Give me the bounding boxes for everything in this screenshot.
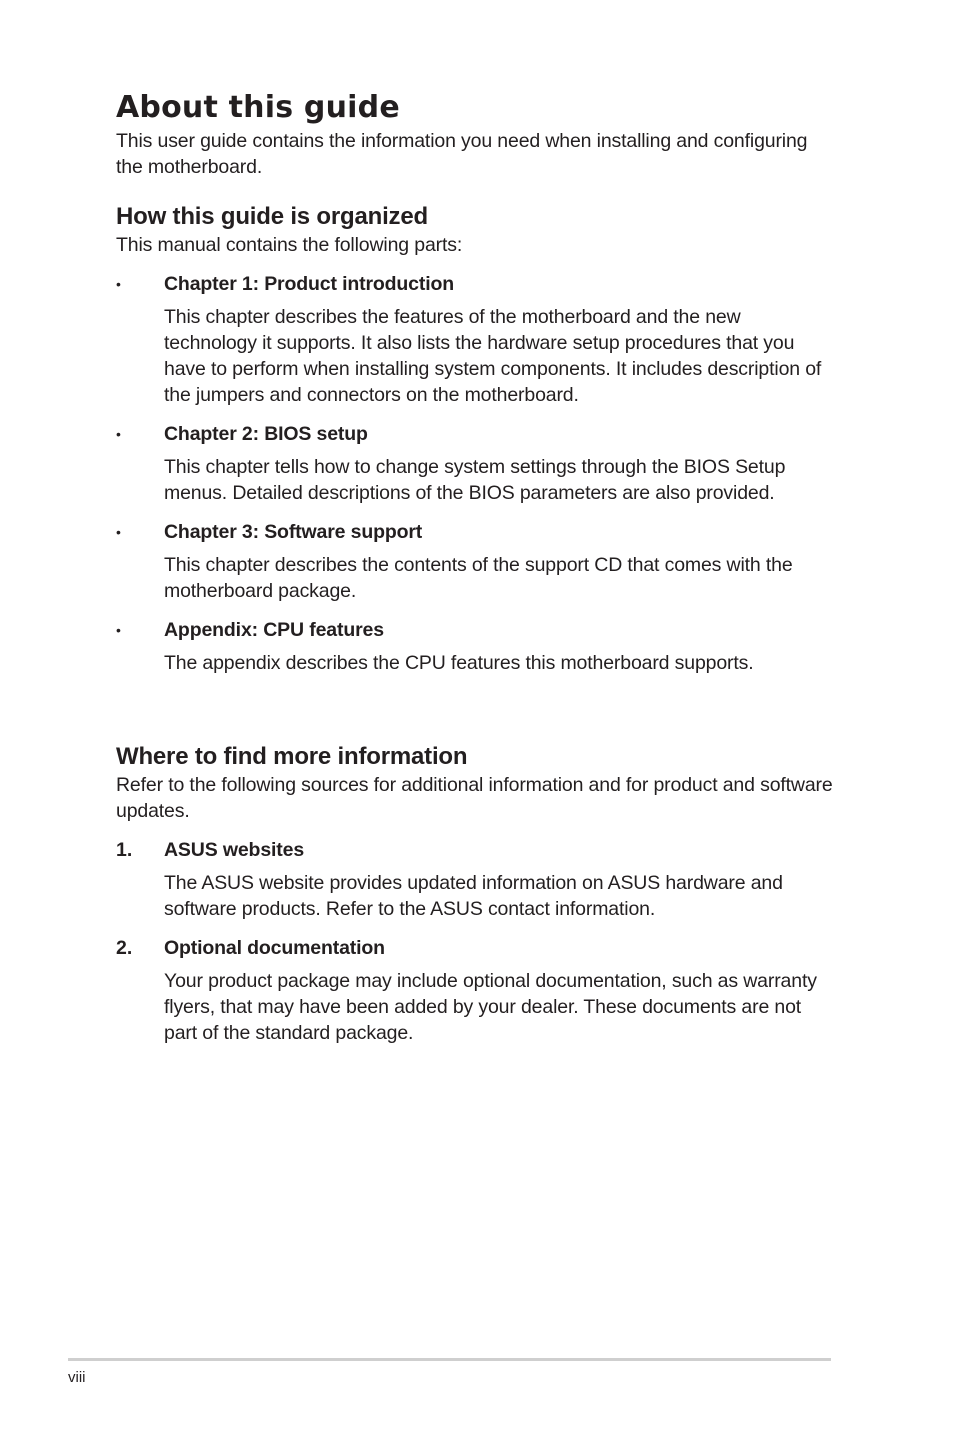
- list-item-title: ASUS websites: [164, 839, 305, 861]
- list-item-description: Your product package may include optional documentation, such as warranty flyers, that may have been added by your dealer. These documents are not part of the standard package.: [164, 970, 817, 1044]
- list-item: [116, 271, 836, 408]
- list-item-number: 1.: [116, 839, 133, 861]
- intro-paragraph: This user guide contains the information you need when installing and configuring the motherboard.: [116, 130, 808, 178]
- bullet-icon: •: [116, 622, 121, 638]
- section-heading-more-info: Where to find more information: [116, 743, 468, 770]
- list-item-number: 2.: [116, 937, 133, 959]
- list-item: [116, 935, 836, 1046]
- section-heading-organization: How this guide is organized: [116, 203, 428, 230]
- list-item: [116, 421, 836, 506]
- sources-list: [116, 837, 836, 1046]
- list-item-description: This chapter describes the features of the motherboard and the new technology it supports. It also lists the hardware setup procedures that you have to perform when installing system components. It includes description of the jumpers and connectors on the motherboard.: [164, 306, 822, 406]
- list-item-description: The appendix describes the CPU features this motherboard supports.: [164, 652, 754, 674]
- organization-lead: This manual contains the following parts:: [116, 234, 463, 256]
- bullet-icon: •: [116, 426, 121, 442]
- list-item-title: Appendix: CPU features: [164, 619, 384, 641]
- bullet-icon: •: [116, 524, 121, 540]
- list-item-description: This chapter tells how to change system settings through the BIOS Setup menus. Detailed descriptions of the BIOS parameters are also provided.: [164, 456, 786, 504]
- list-item-title: Optional documentation: [164, 937, 385, 959]
- list-item: [116, 617, 836, 676]
- page-content: [116, 88, 836, 1046]
- list-item-title: Chapter 3: Software support: [164, 521, 423, 543]
- footer-divider: [68, 1358, 831, 1361]
- list-item-description: The ASUS website provides updated information on ASUS hardware and software products. Refer to the ASUS contact information.: [164, 872, 783, 920]
- page-title: About this guide: [116, 90, 400, 125]
- parts-list: [116, 271, 836, 676]
- bullet-icon: •: [116, 276, 121, 292]
- list-item: [116, 519, 836, 604]
- list-item: [116, 837, 836, 922]
- more-info-lead: Refer to the following sources for additional information and for product and software updates.: [116, 774, 833, 822]
- page-number: viii: [68, 1369, 86, 1386]
- list-item-title: Chapter 1: Product introduction: [164, 273, 455, 295]
- list-item-title: Chapter 2: BIOS setup: [164, 423, 368, 445]
- list-item-description: This chapter describes the contents of the support CD that comes with the motherboard package.: [164, 554, 793, 602]
